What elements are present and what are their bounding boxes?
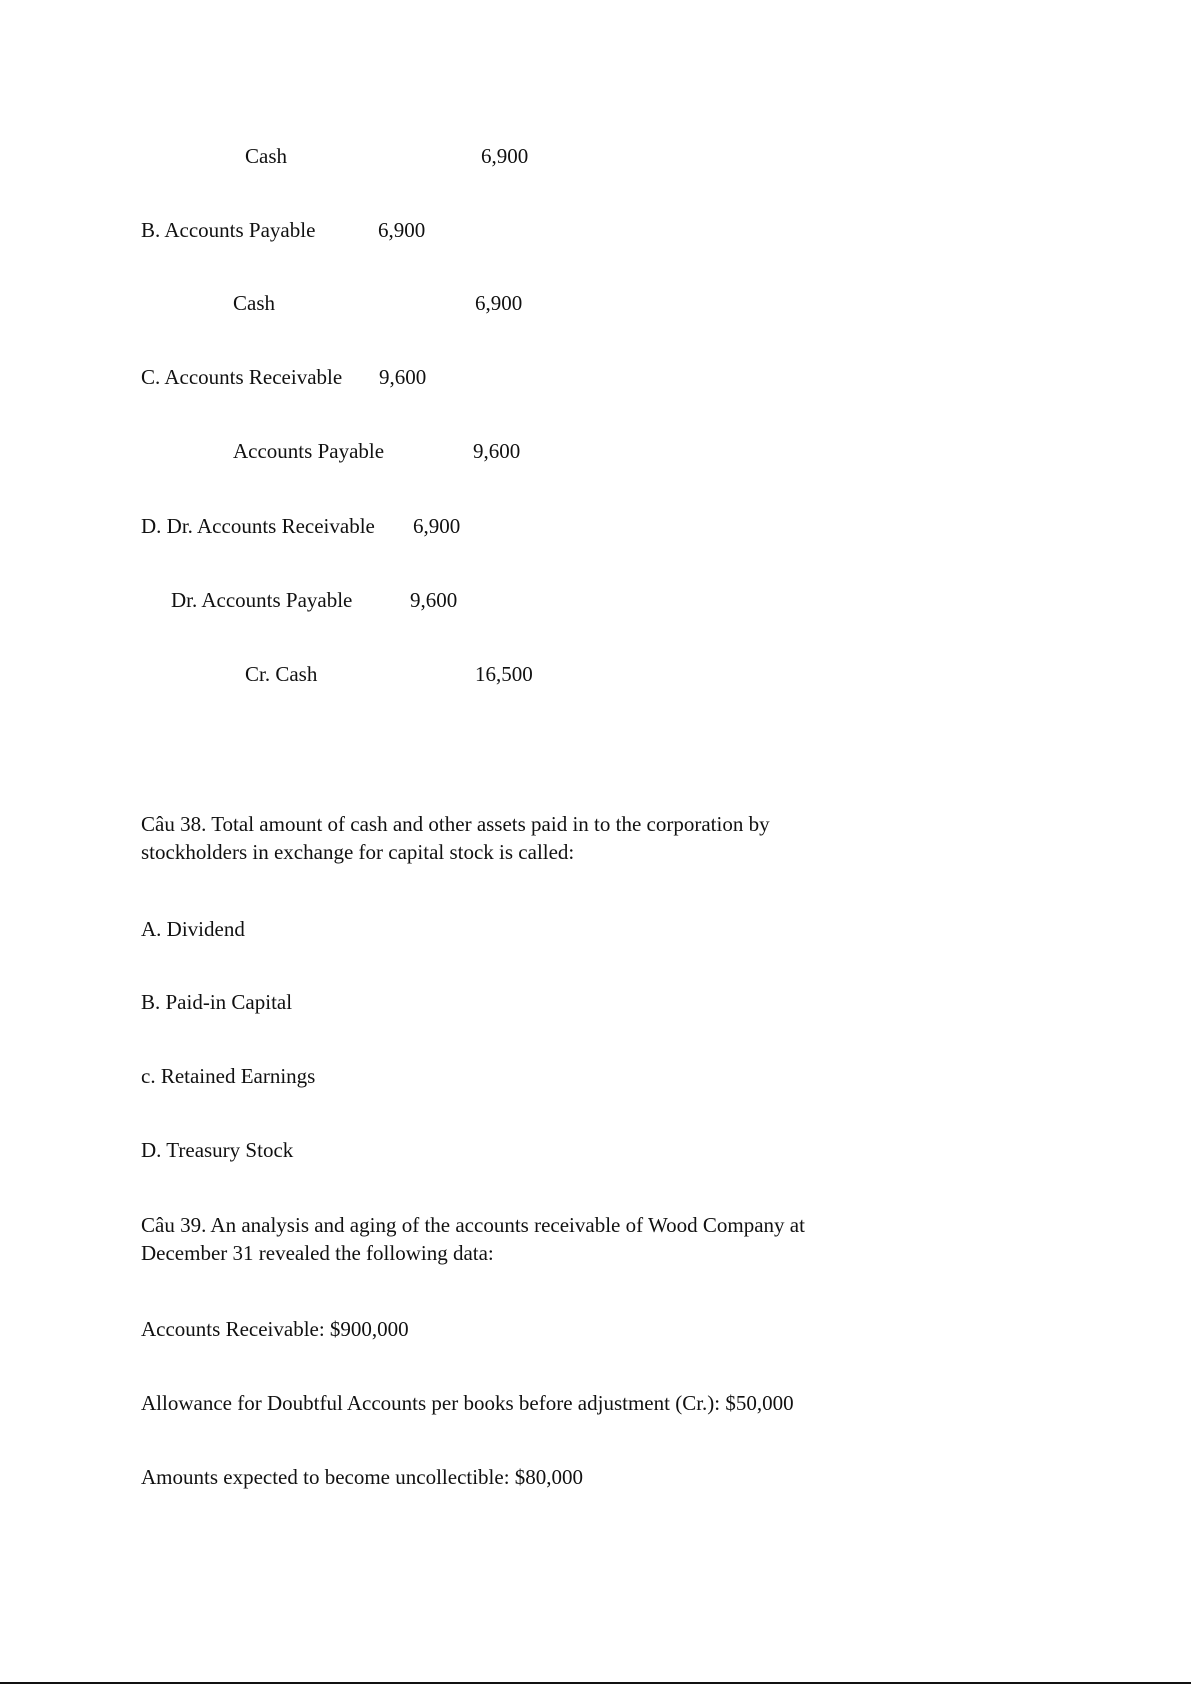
question-39-text: Câu 39. An analysis and aging of the accounts receivable of Wood Company at December 31 revealed the following data: [141,1213,805,1265]
option-c-credit-amount: 9,600 [473,439,521,463]
option-d-credit-account: Cr. Cash [245,662,318,686]
option-d-debit1-amount: 6,900 [413,514,461,538]
question-38-option-b: B. Paid-in Capital [141,990,293,1014]
option-b-debit-amount: 6,900 [378,218,426,242]
option-d-credit-amount: 16,500 [475,662,533,686]
option-b-credit-account: Cash [233,291,275,315]
question-38-option-d: D. Treasury Stock [141,1138,294,1162]
question-38-option-a: A. Dividend [141,917,245,941]
option-d-debit2-amount: 9,600 [410,588,458,612]
page-bottom-edge [0,1682,1191,1684]
question-39-allowance: Allowance for Doubtful Accounts per books before adjustment (Cr.): $50,000 [141,1391,794,1415]
option-d-debit1-account: D. Dr. Accounts Receivable [141,514,375,538]
question-39-accounts-receivable: Accounts Receivable: $900,000 [141,1317,409,1341]
option-c-debit-account: C. Accounts Receivable [141,365,343,389]
option-b-credit-amount: 6,900 [475,291,523,315]
option-d-debit2-account: Dr. Accounts Payable [171,588,353,612]
question-38-text: Câu 38. Total amount of cash and other assets paid in to the corporation by stockholders in exchange for capital stock is called: [141,812,770,864]
prev-entry-credit-account: Cash [245,144,287,168]
prev-entry-credit-amount: 6,900 [481,144,529,168]
question-38-option-c: c. Retained Earnings [141,1064,316,1088]
option-c-debit-amount: 9,600 [379,365,427,389]
option-b-debit-account: B. Accounts Payable [141,218,316,242]
question-39-uncollectible: Amounts expected to become uncollectible: $80,000 [141,1465,584,1489]
option-c-credit-account: Accounts Payable [233,439,385,463]
